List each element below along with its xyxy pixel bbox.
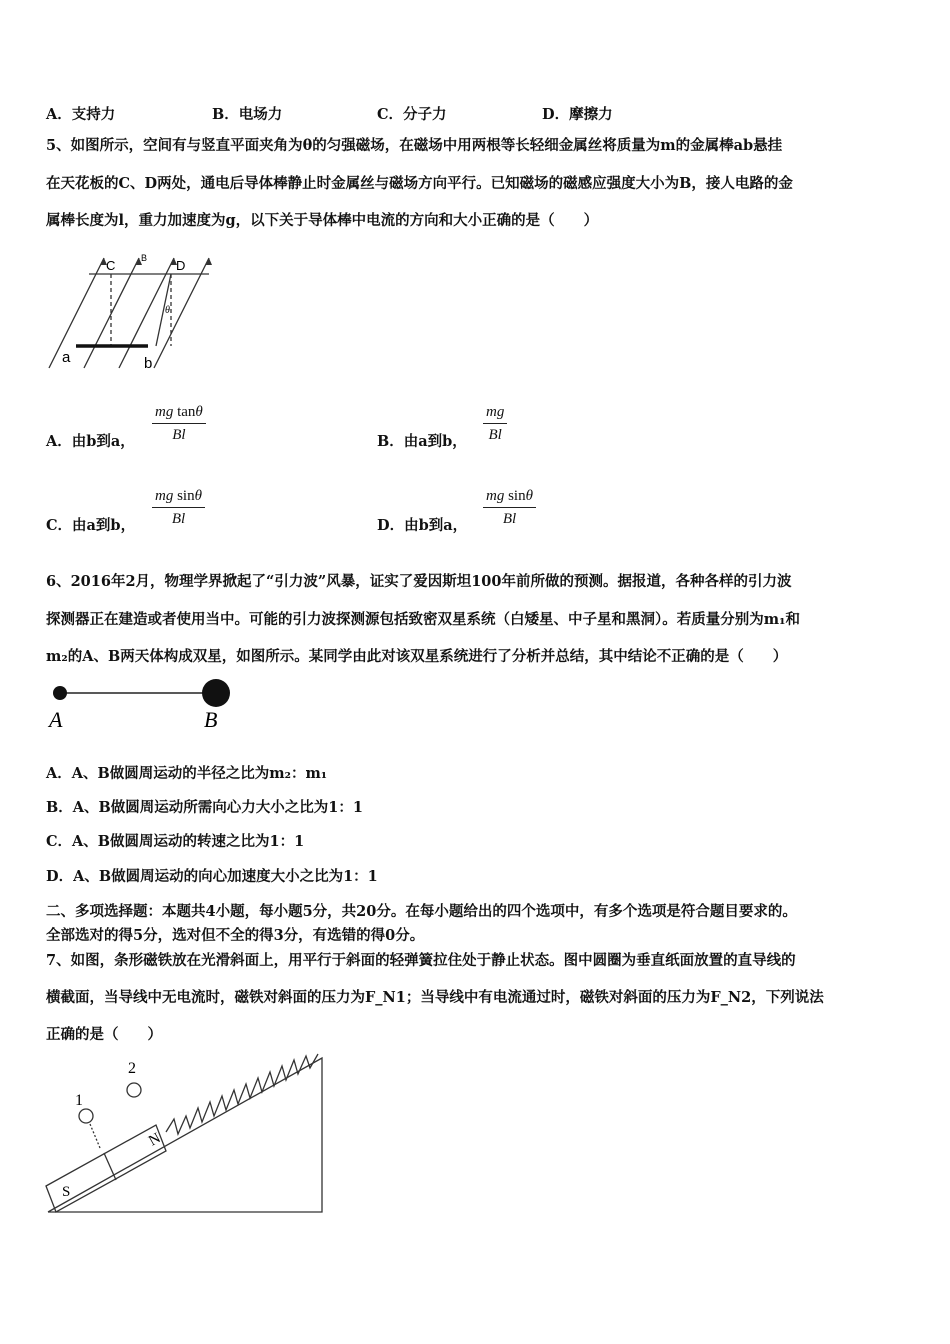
q6-option-c: C．A、B做圆周运动的转速之比为1：1	[46, 833, 305, 850]
label-wire-2: 2	[128, 1060, 136, 1077]
q7-line2: 横截面，当导线中无电流时，磁铁对斜面的压力为F_N1；当导线中有电流通过时，磁铁对斜面的压力为F_N2，下列说法	[46, 989, 824, 1006]
q5-option-c-fraction	[152, 488, 205, 528]
magnet-pole-divider	[104, 1153, 116, 1180]
field-line	[49, 258, 104, 368]
q5-line3: 属棒长度为l，重力加速度为g，以下关于导体棒中电流的方向和大小正确的是（ ）	[46, 212, 599, 229]
frac-num-var: mg	[155, 488, 174, 504]
frac-num-fn: sin	[508, 488, 526, 504]
q6-line3: m₂的A、B两天体构成双星，如图所示。某同学由此对该双星系统进行了分析并总结，其中结论不正确的是（ ）	[46, 648, 788, 665]
q6-line2: 探测器正在建造或者使用当中。可能的引力波探测源包括致密双星系统（白矮星、中子星和黑洞）。若质量分别为m₁和	[46, 611, 800, 628]
label-theta: θ	[165, 305, 170, 316]
wire-2	[127, 1083, 141, 1097]
q5-line2: 在天花板的C、D两处，通电后导体棒静止时金属丝与磁场方向平行。已知磁场的磁感应强度大小为B，接人电路的金	[46, 175, 793, 192]
label-c: C	[106, 258, 116, 273]
q5-option-d-fraction	[483, 488, 536, 528]
q5-option-a-label: A．由b到a，	[46, 433, 135, 450]
frac-num-var: mg	[155, 404, 174, 420]
frac-num-fn: sin	[177, 488, 195, 504]
q4-option-c: C．分子力	[377, 106, 447, 123]
label-a: a	[62, 349, 71, 366]
frac-num-arg: θ	[195, 404, 203, 420]
label-b: b	[144, 355, 153, 372]
spring	[166, 1054, 318, 1134]
q4-option-d: D．摩擦力	[542, 106, 613, 123]
q4-option-b: B．电场力	[212, 106, 283, 123]
label-n-pole: N	[146, 1130, 164, 1150]
q5-option-b-label: B．由a到b，	[377, 433, 467, 450]
q5-figure	[44, 248, 219, 373]
incline	[48, 1058, 322, 1212]
frac-num-fn: tan	[177, 404, 196, 420]
label-d: D	[176, 258, 186, 273]
q5-option-d-label: D．由b到a，	[377, 517, 468, 534]
section2-line1: 二、多项选择题：本题共4小题，每小题5分，共20分。在每小题给出的四个选项中，有多个选项是符合题目要求的。	[46, 903, 797, 920]
label-s-pole: S	[62, 1184, 71, 1200]
frac-num-var: mg	[486, 488, 505, 504]
frac-num-arg: θ	[194, 488, 202, 504]
wire-1	[79, 1109, 93, 1123]
label-wire-1: 1	[75, 1092, 83, 1109]
star-a	[53, 686, 67, 700]
q5-option-a-fraction	[152, 404, 206, 444]
q6-line1: 6、2016年2月，物理学界掀起了“引力波”风暴，证实了爱因斯坦100年前所做的预测。据报道，各种各样的引力波	[46, 573, 792, 590]
q6-binary-star-figure	[44, 675, 244, 733]
q7-line3: 正确的是（ ）	[46, 1026, 162, 1043]
q5-option-c-label: C．由a到b，	[46, 517, 136, 534]
q6-option-d: D．A、B做圆周运动的向心加速度大小之比为1：1	[46, 868, 378, 885]
frac-den: Bl	[502, 511, 517, 527]
frac-den: Bl	[172, 427, 186, 443]
label-b-field: B	[141, 253, 148, 263]
label-star-a: A	[49, 707, 63, 732]
frac-num-arg: θ	[525, 488, 533, 504]
star-b	[202, 679, 230, 707]
frac-den: Bl	[488, 427, 502, 443]
q4-option-a: A．支持力	[46, 106, 116, 123]
frac-num-var: mg	[486, 404, 505, 420]
q7-figure	[44, 1050, 329, 1215]
q6-option-b: B．A、B做圆周运动所需向心力大小之比为1：1	[46, 799, 363, 816]
q6-option-a: A．A、B做圆周运动的半径之比为m₂：m₁	[46, 765, 328, 782]
label-star-b: B	[204, 707, 218, 732]
q5-line1: 5、如图所示，空间有与竖直平面夹角为θ的匀强磁场，在磁场中用两根等长轻细金属丝将质量为m的金属棒ab悬挂	[46, 137, 783, 154]
dashed-guide	[90, 1124, 100, 1148]
frac-den: Bl	[171, 511, 186, 527]
q7-line1: 7、如图，条形磁铁放在光滑斜面上，用平行于斜面的轻弹簧拉住处于静止状态。图中圆圈为垂直纸面放置的直导线的	[46, 952, 796, 969]
q5-option-b-fraction	[483, 404, 507, 444]
section2-line2: 全部选对的得5分，选对但不全的得3分，有选错的得0分。	[46, 927, 425, 944]
